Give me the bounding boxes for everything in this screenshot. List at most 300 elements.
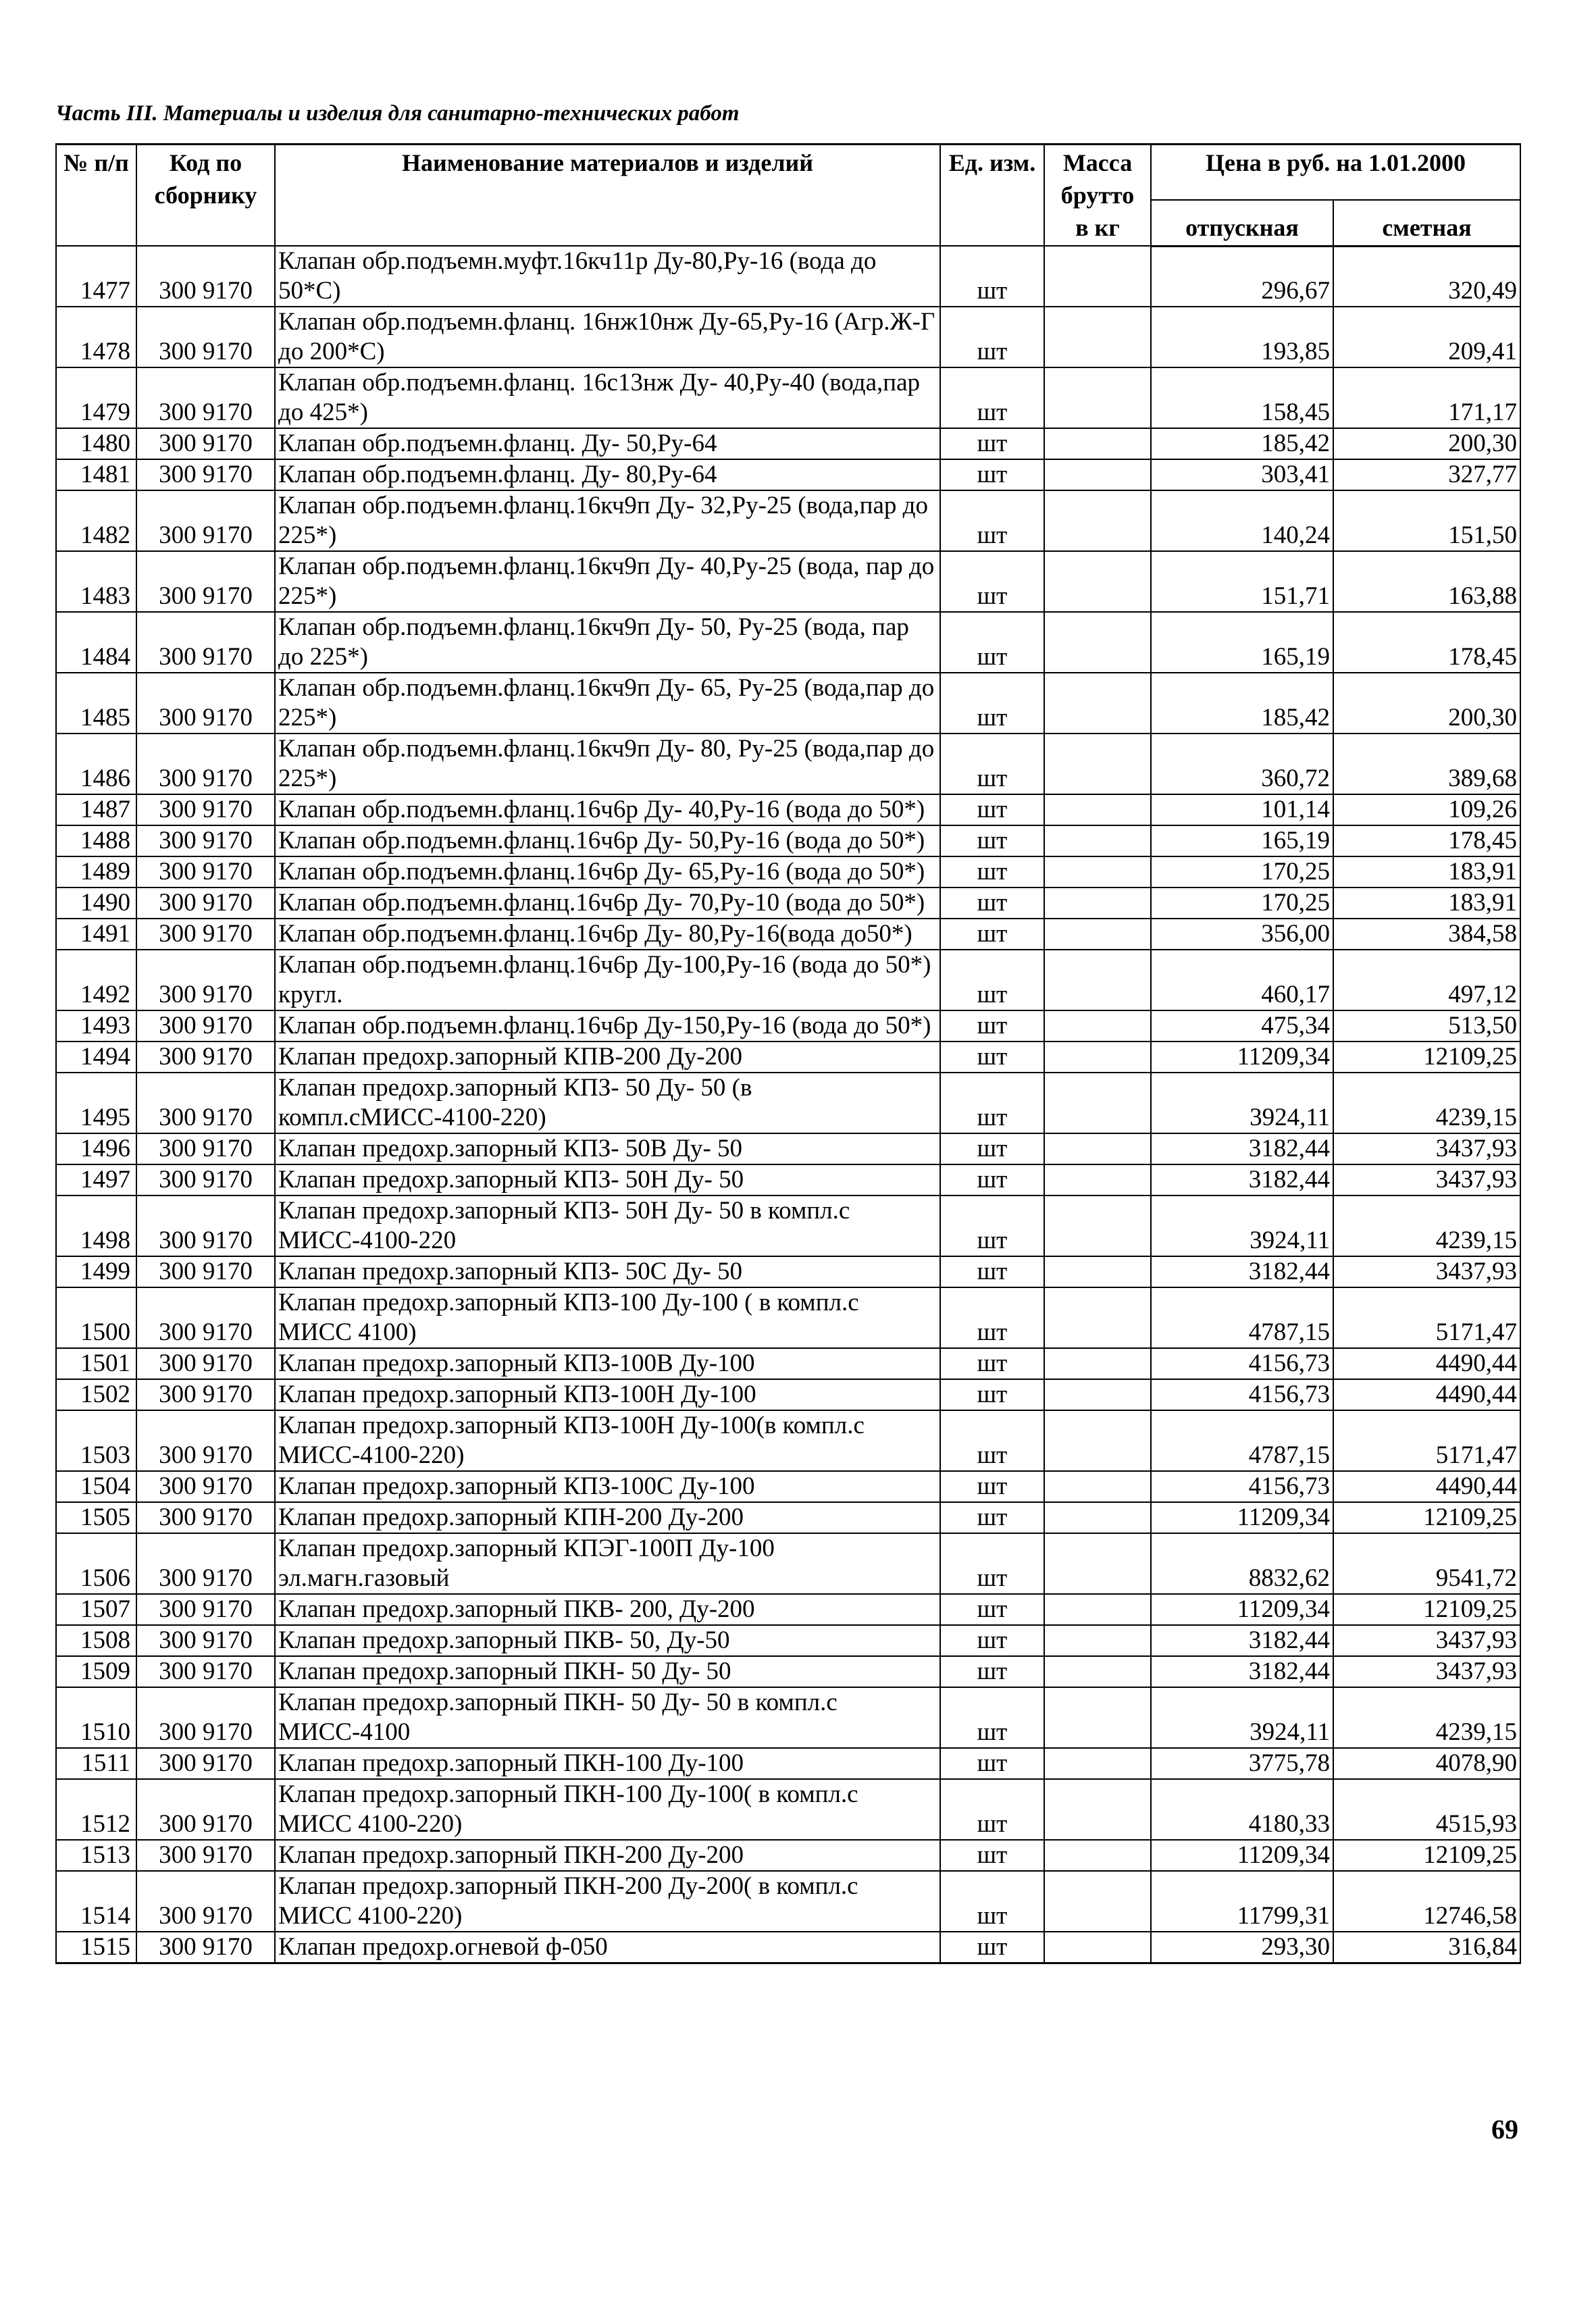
row-price-estimate: 5171,47	[1333, 1410, 1520, 1471]
row-number: 1502	[56, 1379, 136, 1410]
row-mass	[1044, 1471, 1151, 1502]
row-code: 300 9170	[136, 1010, 275, 1042]
row-price-release: 356,00	[1151, 919, 1333, 950]
row-price-release: 193,85	[1151, 307, 1333, 367]
row-name: Клапан предохр.запорный КПЗ-100В Ду-100	[275, 1348, 940, 1379]
row-unit: шт	[940, 1348, 1044, 1379]
table-row	[56, 794, 1520, 825]
row-unit: шт	[940, 428, 1044, 459]
row-price-estimate: 3437,93	[1333, 1133, 1520, 1164]
row-mass	[1044, 856, 1151, 888]
row-number: 1484	[56, 612, 136, 673]
table-row	[56, 1471, 1520, 1502]
row-code: 300 9170	[136, 1256, 275, 1287]
row-name: Клапан обр.подъемн.фланц. Ду- 80,Ру-64	[275, 459, 940, 490]
row-number: 1510	[56, 1687, 136, 1748]
row-name: Клапан обр.подъемн.фланц. Ду- 50,Ру-64	[275, 428, 940, 459]
row-code: 300 9170	[136, 1073, 275, 1133]
row-price-release: 158,45	[1151, 367, 1333, 428]
row-unit: шт	[940, 856, 1044, 888]
table-row	[56, 1840, 1520, 1871]
row-price-estimate: 4239,15	[1333, 1073, 1520, 1133]
row-code: 300 9170	[136, 246, 275, 307]
row-code: 300 9170	[136, 1287, 275, 1348]
row-price-release: 3924,11	[1151, 1195, 1333, 1256]
row-unit: шт	[940, 1932, 1044, 1963]
row-price-estimate: 183,91	[1333, 888, 1520, 919]
row-price-release: 11209,34	[1151, 1042, 1333, 1073]
table-row	[56, 1932, 1520, 1963]
row-number: 1495	[56, 1073, 136, 1133]
row-unit: шт	[940, 1779, 1044, 1840]
row-name: Клапан обр.подъемн.фланц.16ч6р Ду- 50,Ру-16 (вода до 50*)	[275, 825, 940, 856]
row-number: 1496	[56, 1133, 136, 1164]
row-code: 300 9170	[136, 1195, 275, 1256]
row-name: Клапан обр.подъемн.фланц.16ч6р Ду- 65,Ру-16 (вода до 50*)	[275, 856, 940, 888]
row-name: Клапан обр.подъемн.муфт.16кч11р Ду-80,Ру-16 (вода до 50*С)	[275, 246, 940, 307]
row-price-estimate: 5171,47	[1333, 1287, 1520, 1348]
row-name: Клапан обр.подъемн.фланц.16ч6р Ду- 70,Ру-10 (вода до 50*)	[275, 888, 940, 919]
row-number: 1494	[56, 1042, 136, 1073]
row-number: 1490	[56, 888, 136, 919]
row-unit: шт	[940, 825, 1044, 856]
row-name: Клапан обр.подъемн.фланц.16ч6р Ду- 40,Ру-16 (вода до 50*)	[275, 794, 940, 825]
row-number: 1503	[56, 1410, 136, 1471]
row-price-estimate: 327,77	[1333, 459, 1520, 490]
row-number: 1505	[56, 1502, 136, 1533]
row-number: 1477	[56, 246, 136, 307]
row-price-release: 170,25	[1151, 888, 1333, 919]
header-mass-unit: в кг	[1075, 214, 1120, 241]
row-number: 1492	[56, 950, 136, 1010]
row-mass	[1044, 734, 1151, 794]
row-code: 300 9170	[136, 673, 275, 734]
row-code: 300 9170	[136, 794, 275, 825]
row-price-release: 3775,78	[1151, 1748, 1333, 1779]
row-mass	[1044, 1164, 1151, 1195]
row-mass	[1044, 551, 1151, 612]
row-name: Клапан предохр.запорный КПЭГ-100П Ду-100 эл.магн.газовый	[275, 1533, 940, 1594]
row-code: 300 9170	[136, 888, 275, 919]
header-name: Наименование материалов и изделий	[275, 145, 940, 247]
row-name: Клапан предохр.запорный КПН-200 Ду-200	[275, 1502, 940, 1533]
row-mass	[1044, 950, 1151, 1010]
table-row	[56, 428, 1520, 459]
row-mass	[1044, 825, 1151, 856]
row-unit: шт	[940, 1410, 1044, 1471]
row-unit: шт	[940, 1287, 1044, 1348]
row-price-estimate: 151,50	[1333, 490, 1520, 551]
row-code: 300 9170	[136, 1133, 275, 1164]
row-mass	[1044, 1932, 1151, 1963]
table-row	[56, 490, 1520, 551]
row-code: 300 9170	[136, 1042, 275, 1073]
row-price-release: 4156,73	[1151, 1379, 1333, 1410]
row-price-release: 4156,73	[1151, 1471, 1333, 1502]
row-mass	[1044, 1010, 1151, 1042]
row-mass	[1044, 1871, 1151, 1932]
row-code: 300 9170	[136, 856, 275, 888]
row-code: 300 9170	[136, 490, 275, 551]
table-row	[56, 1010, 1520, 1042]
row-unit: шт	[940, 1010, 1044, 1042]
row-price-release: 11209,34	[1151, 1594, 1333, 1625]
row-name: Клапан предохр.запорный ПКН-200 Ду-200( в компл.с МИСС 4100-220)	[275, 1871, 940, 1932]
row-code: 300 9170	[136, 1871, 275, 1932]
row-name: Клапан предохр.запорный КПЗ-100С Ду-100	[275, 1471, 940, 1502]
row-price-estimate: 200,30	[1333, 673, 1520, 734]
row-code: 300 9170	[136, 367, 275, 428]
row-name: Клапан обр.подъемн.фланц.16кч9п Ду- 50, Ру-25 (вода, пар до 225*)	[275, 612, 940, 673]
row-mass	[1044, 459, 1151, 490]
table-row	[56, 1533, 1520, 1594]
row-price-estimate: 12109,25	[1333, 1594, 1520, 1625]
row-price-release: 3182,44	[1151, 1133, 1333, 1164]
row-unit: шт	[940, 1594, 1044, 1625]
row-number: 1507	[56, 1594, 136, 1625]
row-number: 1485	[56, 673, 136, 734]
row-mass	[1044, 1073, 1151, 1133]
row-price-estimate: 384,58	[1333, 919, 1520, 950]
table-row	[56, 1287, 1520, 1348]
row-price-estimate: 163,88	[1333, 551, 1520, 612]
row-price-estimate: 171,17	[1333, 367, 1520, 428]
table-row	[56, 1748, 1520, 1779]
row-number: 1481	[56, 459, 136, 490]
row-mass	[1044, 612, 1151, 673]
row-name: Клапан обр.подъемн.фланц.16кч9п Ду- 32,Ру-25 (вода,пар до 225*)	[275, 490, 940, 551]
row-unit: шт	[940, 612, 1044, 673]
row-number: 1498	[56, 1195, 136, 1256]
row-mass	[1044, 1256, 1151, 1287]
row-mass	[1044, 673, 1151, 734]
row-price-estimate: 513,50	[1333, 1010, 1520, 1042]
row-name: Клапан обр.подъемн.фланц.16ч6р Ду- 80,Ру-16(вода до50*)	[275, 919, 940, 950]
table-row	[56, 1256, 1520, 1287]
table-row	[56, 612, 1520, 673]
row-mass	[1044, 919, 1151, 950]
row-name: Клапан предохр.запорный КПЗ- 50Н Ду- 50 в компл.с МИСС-4100-220	[275, 1195, 940, 1256]
row-mass	[1044, 794, 1151, 825]
row-code: 300 9170	[136, 1932, 275, 1963]
table-body	[56, 246, 1520, 1963]
row-name: Клапан обр.подъемн.фланц.16кч9п Ду- 40,Ру-25 (вода, пар до 225*)	[275, 551, 940, 612]
row-unit: шт	[940, 246, 1044, 307]
row-unit: шт	[940, 950, 1044, 1010]
row-price-release: 475,34	[1151, 1010, 1333, 1042]
row-unit: шт	[940, 919, 1044, 950]
row-price-estimate: 4078,90	[1333, 1748, 1520, 1779]
row-code: 300 9170	[136, 1533, 275, 1594]
row-price-estimate: 389,68	[1333, 734, 1520, 794]
row-unit: шт	[940, 367, 1044, 428]
row-code: 300 9170	[136, 1471, 275, 1502]
row-number: 1514	[56, 1871, 136, 1932]
row-mass	[1044, 1840, 1151, 1871]
row-price-release: 3182,44	[1151, 1164, 1333, 1195]
row-number: 1491	[56, 919, 136, 950]
row-number: 1501	[56, 1348, 136, 1379]
row-mass	[1044, 307, 1151, 367]
row-price-estimate: 4490,44	[1333, 1471, 1520, 1502]
row-price-release: 4787,15	[1151, 1287, 1333, 1348]
row-price-estimate: 183,91	[1333, 856, 1520, 888]
row-unit: шт	[940, 1195, 1044, 1256]
row-name: Клапан предохр.запорный КПЗ-100Н Ду-100(в компл.с МИСС-4100-220)	[275, 1410, 940, 1471]
table-row	[56, 919, 1520, 950]
row-price-release: 11799,31	[1151, 1871, 1333, 1932]
row-code: 300 9170	[136, 551, 275, 612]
row-price-release: 4787,15	[1151, 1410, 1333, 1471]
row-price-estimate: 178,45	[1333, 825, 1520, 856]
row-price-estimate: 4515,93	[1333, 1779, 1520, 1840]
row-mass	[1044, 1594, 1151, 1625]
row-name: Клапан предохр.запорный ПКН-200 Ду-200	[275, 1840, 940, 1871]
row-number: 1508	[56, 1625, 136, 1656]
row-mass	[1044, 1779, 1151, 1840]
row-price-release: 360,72	[1151, 734, 1333, 794]
table-row	[56, 1195, 1520, 1256]
row-price-estimate: 4239,15	[1333, 1195, 1520, 1256]
row-price-release: 140,24	[1151, 490, 1333, 551]
row-price-release: 3182,44	[1151, 1656, 1333, 1687]
row-unit: шт	[940, 1256, 1044, 1287]
row-name: Клапан предохр.запорный КПЗ- 50В Ду- 50	[275, 1133, 940, 1164]
row-price-release: 101,14	[1151, 794, 1333, 825]
row-number: 1488	[56, 825, 136, 856]
row-price-estimate: 12746,58	[1333, 1871, 1520, 1932]
row-price-estimate: 3437,93	[1333, 1164, 1520, 1195]
page-number: 69	[1491, 2114, 1518, 2144]
row-name: Клапан предохр.запорный ПКН- 50 Ду- 50 в компл.с МИСС-4100	[275, 1687, 940, 1748]
row-mass	[1044, 1042, 1151, 1073]
row-code: 300 9170	[136, 734, 275, 794]
row-code: 300 9170	[136, 825, 275, 856]
table-row	[56, 1871, 1520, 1932]
row-mass	[1044, 1502, 1151, 1533]
table-row	[56, 1133, 1520, 1164]
row-code: 300 9170	[136, 1625, 275, 1656]
row-unit: шт	[940, 1871, 1044, 1932]
row-mass	[1044, 1195, 1151, 1256]
row-unit: шт	[940, 1133, 1044, 1164]
row-number: 1480	[56, 428, 136, 459]
row-name: Клапан обр.подъемн.фланц. 16нж10нж Ду-65,Ру-16 (Агр.Ж-Г до 200*С)	[275, 307, 940, 367]
row-code: 300 9170	[136, 1840, 275, 1871]
row-price-release: 303,41	[1151, 459, 1333, 490]
table-row	[56, 551, 1520, 612]
table-row	[56, 246, 1520, 307]
row-price-estimate: 3437,93	[1333, 1256, 1520, 1287]
row-price-release: 4156,73	[1151, 1348, 1333, 1379]
header-num: № п/п	[56, 145, 136, 247]
row-code: 300 9170	[136, 1410, 275, 1471]
row-price-release: 170,25	[1151, 856, 1333, 888]
row-code: 300 9170	[136, 1594, 275, 1625]
row-name: Клапан предохр.запорный КПЗ-100Н Ду-100	[275, 1379, 940, 1410]
row-name: Клапан предохр.запорный КПВ-200 Ду-200	[275, 1042, 940, 1073]
row-name: Клапан предохр.огневой ф-050	[275, 1932, 940, 1963]
table-row	[56, 1594, 1520, 1625]
row-unit: шт	[940, 1748, 1044, 1779]
row-number: 1497	[56, 1164, 136, 1195]
row-number: 1515	[56, 1932, 136, 1963]
row-number: 1482	[56, 490, 136, 551]
header-price-release: отпускная	[1151, 200, 1333, 246]
row-mass	[1044, 246, 1151, 307]
header-code: Код по сборнику	[136, 145, 275, 247]
row-number: 1493	[56, 1010, 136, 1042]
row-price-release: 3924,11	[1151, 1073, 1333, 1133]
row-price-release: 165,19	[1151, 825, 1333, 856]
row-price-estimate: 3437,93	[1333, 1656, 1520, 1687]
row-price-release: 151,71	[1151, 551, 1333, 612]
row-number: 1500	[56, 1287, 136, 1348]
table-row	[56, 1410, 1520, 1471]
row-name: Клапан обр.подъемн.фланц.16ч6р Ду-150,Ру-16 (вода до 50*)	[275, 1010, 940, 1042]
row-name: Клапан обр.подъемн.фланц.16кч9п Ду- 80, Ру-25 (вода,пар до 225*)	[275, 734, 940, 794]
row-unit: шт	[940, 888, 1044, 919]
row-name: Клапан предохр.запорный КПЗ- 50 Ду- 50 (в компл.сМИСС-4100-220)	[275, 1073, 940, 1133]
price-table	[55, 143, 1521, 1964]
row-mass	[1044, 1348, 1151, 1379]
table-row	[56, 459, 1520, 490]
row-unit: шт	[940, 1042, 1044, 1073]
table-row	[56, 1348, 1520, 1379]
row-name: Клапан обр.подъемн.фланц. 16с13нж Ду- 40,Ру-40 (вода,пар до 425*)	[275, 367, 940, 428]
row-number: 1504	[56, 1471, 136, 1502]
row-unit: шт	[940, 551, 1044, 612]
row-name: Клапан предохр.запорный ПКН-100 Ду-100( в компл.с МИСС 4100-220)	[275, 1779, 940, 1840]
row-price-release: 3924,11	[1151, 1687, 1333, 1748]
row-price-estimate: 109,26	[1333, 794, 1520, 825]
row-code: 300 9170	[136, 950, 275, 1010]
row-number: 1479	[56, 367, 136, 428]
row-number: 1513	[56, 1840, 136, 1871]
row-unit: шт	[940, 673, 1044, 734]
table-row	[56, 1779, 1520, 1840]
row-unit: шт	[940, 1073, 1044, 1133]
table-row	[56, 673, 1520, 734]
table-row	[56, 888, 1520, 919]
row-code: 300 9170	[136, 307, 275, 367]
row-code: 300 9170	[136, 612, 275, 673]
table-row	[56, 856, 1520, 888]
row-price-estimate: 4239,15	[1333, 1687, 1520, 1748]
table-row	[56, 1687, 1520, 1748]
row-number: 1511	[56, 1748, 136, 1779]
row-price-estimate: 209,41	[1333, 307, 1520, 367]
row-unit: шт	[940, 307, 1044, 367]
row-price-release: 460,17	[1151, 950, 1333, 1010]
row-code: 300 9170	[136, 1348, 275, 1379]
row-unit: шт	[940, 490, 1044, 551]
row-price-estimate: 12109,25	[1333, 1840, 1520, 1871]
row-price-estimate: 3437,93	[1333, 1625, 1520, 1656]
table-row	[56, 1502, 1520, 1533]
row-code: 300 9170	[136, 1656, 275, 1687]
row-code: 300 9170	[136, 1748, 275, 1779]
row-number: 1478	[56, 307, 136, 367]
row-name: Клапан предохр.запорный КПЗ-100 Ду-100 ( в компл.с МИСС 4100)	[275, 1287, 940, 1348]
row-unit: шт	[940, 1164, 1044, 1195]
table-row	[56, 367, 1520, 428]
row-name: Клапан обр.подъемн.фланц.16ч6р Ду-100,Ру-16 (вода до 50*) кругл.	[275, 950, 940, 1010]
row-price-release: 11209,34	[1151, 1840, 1333, 1871]
table-row	[56, 950, 1520, 1010]
row-price-release: 293,30	[1151, 1932, 1333, 1963]
row-mass	[1044, 367, 1151, 428]
row-price-release: 185,42	[1151, 673, 1333, 734]
table-row	[56, 307, 1520, 367]
row-unit: шт	[940, 459, 1044, 490]
row-mass	[1044, 1133, 1151, 1164]
row-mass	[1044, 1410, 1151, 1471]
row-mass	[1044, 1287, 1151, 1348]
row-price-estimate: 320,49	[1333, 246, 1520, 307]
row-name: Клапан предохр.запорный ПКВ- 200, Ду-200	[275, 1594, 940, 1625]
row-number: 1486	[56, 734, 136, 794]
row-code: 300 9170	[136, 1687, 275, 1748]
header-price-estimate: сметная	[1333, 200, 1520, 246]
row-mass	[1044, 428, 1151, 459]
table-row	[56, 734, 1520, 794]
row-unit: шт	[940, 1625, 1044, 1656]
table-row	[56, 1073, 1520, 1133]
row-code: 300 9170	[136, 459, 275, 490]
table-row	[56, 1042, 1520, 1073]
row-price-estimate: 12109,25	[1333, 1502, 1520, 1533]
row-number: 1509	[56, 1656, 136, 1687]
row-price-estimate: 178,45	[1333, 612, 1520, 673]
row-code: 300 9170	[136, 428, 275, 459]
table-row	[56, 1164, 1520, 1195]
row-mass	[1044, 888, 1151, 919]
row-code: 300 9170	[136, 1164, 275, 1195]
row-number: 1512	[56, 1779, 136, 1840]
row-number: 1487	[56, 794, 136, 825]
row-mass	[1044, 1533, 1151, 1594]
header-mass-label: Масса брутто	[1060, 149, 1135, 209]
row-mass	[1044, 1687, 1151, 1748]
row-price-estimate: 12109,25	[1333, 1042, 1520, 1073]
row-price-release: 165,19	[1151, 612, 1333, 673]
row-mass	[1044, 490, 1151, 551]
row-price-estimate: 497,12	[1333, 950, 1520, 1010]
row-mass	[1044, 1625, 1151, 1656]
row-name: Клапан предохр.запорный ПКВ- 50, Ду-50	[275, 1625, 940, 1656]
row-unit: шт	[940, 1379, 1044, 1410]
header-unit: Ед. изм.	[940, 145, 1044, 247]
row-unit: шт	[940, 734, 1044, 794]
row-number: 1506	[56, 1533, 136, 1594]
table-row	[56, 1379, 1520, 1410]
row-mass	[1044, 1379, 1151, 1410]
row-name: Клапан предохр.запорный КПЗ- 50С Ду- 50	[275, 1256, 940, 1287]
row-price-release: 8832,62	[1151, 1533, 1333, 1594]
row-unit: шт	[940, 794, 1044, 825]
row-code: 300 9170	[136, 919, 275, 950]
row-code: 300 9170	[136, 1502, 275, 1533]
row-price-estimate: 316,84	[1333, 1932, 1520, 1963]
row-name: Клапан обр.подъемн.фланц.16кч9п Ду- 65, Ру-25 (вода,пар до 225*)	[275, 673, 940, 734]
row-unit: шт	[940, 1502, 1044, 1533]
row-price-release: 296,67	[1151, 246, 1333, 307]
row-number: 1499	[56, 1256, 136, 1287]
row-code: 300 9170	[136, 1379, 275, 1410]
row-price-estimate: 4490,44	[1333, 1379, 1520, 1410]
row-code: 300 9170	[136, 1779, 275, 1840]
